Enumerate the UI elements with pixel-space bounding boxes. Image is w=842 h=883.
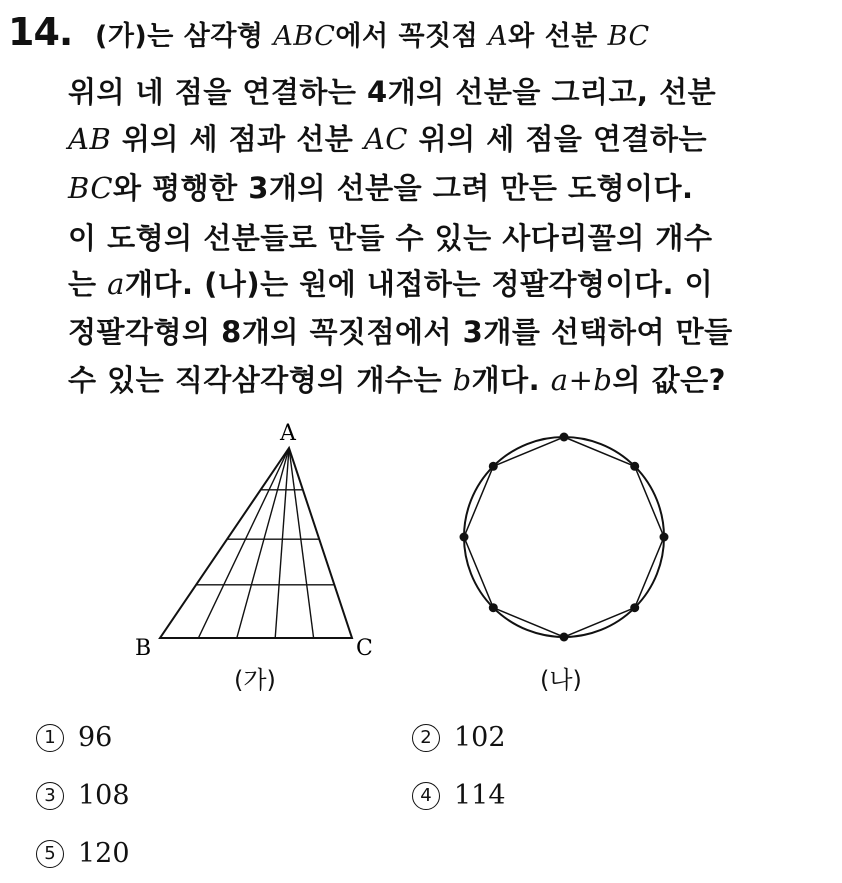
question-line: 정팔각형의 8개의 꼭짓점에서 3개를 선택하여 만들 — [68, 315, 733, 349]
question-line: 수 있는 직각삼각형의 개수는 b개다. a+b의 값은? — [68, 363, 726, 397]
octagon-vertex-dot — [489, 462, 498, 471]
cevian-segment — [198, 448, 289, 638]
choice-marker: 3 — [36, 782, 64, 810]
triangle-figure — [160, 448, 352, 638]
choice-marker: 1 — [36, 724, 64, 752]
math-variable: BC — [607, 21, 650, 52]
octagon-vertex-dot — [560, 633, 569, 642]
octagon-vertex-dot — [660, 533, 669, 542]
choice-marker: 4 — [412, 782, 440, 810]
choice-marker: 5 — [36, 840, 64, 868]
octagon-vertex-dot — [630, 603, 639, 612]
math-variable: BC — [68, 171, 114, 205]
math-variable: b — [452, 363, 472, 397]
question-line: 위의 네 점을 연결하는 4개의 선분을 그리고, 선분 — [68, 75, 717, 109]
caption-ga: (가) — [234, 666, 276, 694]
math-variable: A — [488, 21, 509, 52]
question-line: BC와 평행한 3개의 선분을 그려 만든 도형이다. — [68, 171, 694, 205]
question-line: 는 a개다. (나)는 원에 내접하는 정팔각형이다. 이 — [68, 267, 714, 301]
choice-value: 96 — [78, 722, 113, 753]
cevian-segment — [237, 448, 289, 638]
vertex-label-c: C — [356, 636, 373, 661]
choice-3[interactable] — [36, 780, 130, 811]
cevian-segment — [275, 448, 289, 638]
choice-value: 114 — [454, 780, 506, 811]
vertex-label-a: A — [280, 421, 296, 446]
octagon-vertex-dot — [460, 533, 469, 542]
question-line: AB 위의 세 점과 선분 AC 위의 세 점을 연결하는 — [68, 122, 708, 156]
octagon-vertex-dot — [489, 603, 498, 612]
octagon-vertex-dot — [560, 433, 569, 442]
choice-value: 102 — [454, 722, 506, 753]
choice-1[interactable] — [36, 722, 112, 753]
choice-4[interactable] — [412, 780, 506, 811]
question-number: 14. — [8, 10, 73, 54]
caption-na: (나) — [540, 666, 582, 694]
triangle-outline — [160, 448, 352, 638]
vertex-label-b: B — [135, 636, 152, 661]
question-line: 이 도형의 선분들로 만들 수 있는 사다리꼴의 개수 — [68, 221, 713, 255]
cevian-segment — [289, 448, 314, 638]
choice-value: 108 — [78, 780, 130, 811]
octagon-figure — [460, 433, 669, 642]
choice-5[interactable] — [36, 838, 130, 869]
choice-2[interactable] — [412, 722, 506, 753]
math-variable: AB — [68, 122, 112, 156]
choice-marker: 2 — [412, 724, 440, 752]
math-variable: AC — [363, 122, 408, 156]
octagon-vertex-dot — [630, 462, 639, 471]
choice-value: 120 — [78, 838, 130, 869]
question-line: (가)는 삼각형 ABC에서 꼭짓점 A와 선분 BC — [95, 21, 650, 52]
math-variable: ABC — [273, 21, 336, 52]
math-variable: a+b — [550, 363, 613, 397]
math-variable: a — [107, 267, 125, 301]
figures — [0, 410, 842, 700]
